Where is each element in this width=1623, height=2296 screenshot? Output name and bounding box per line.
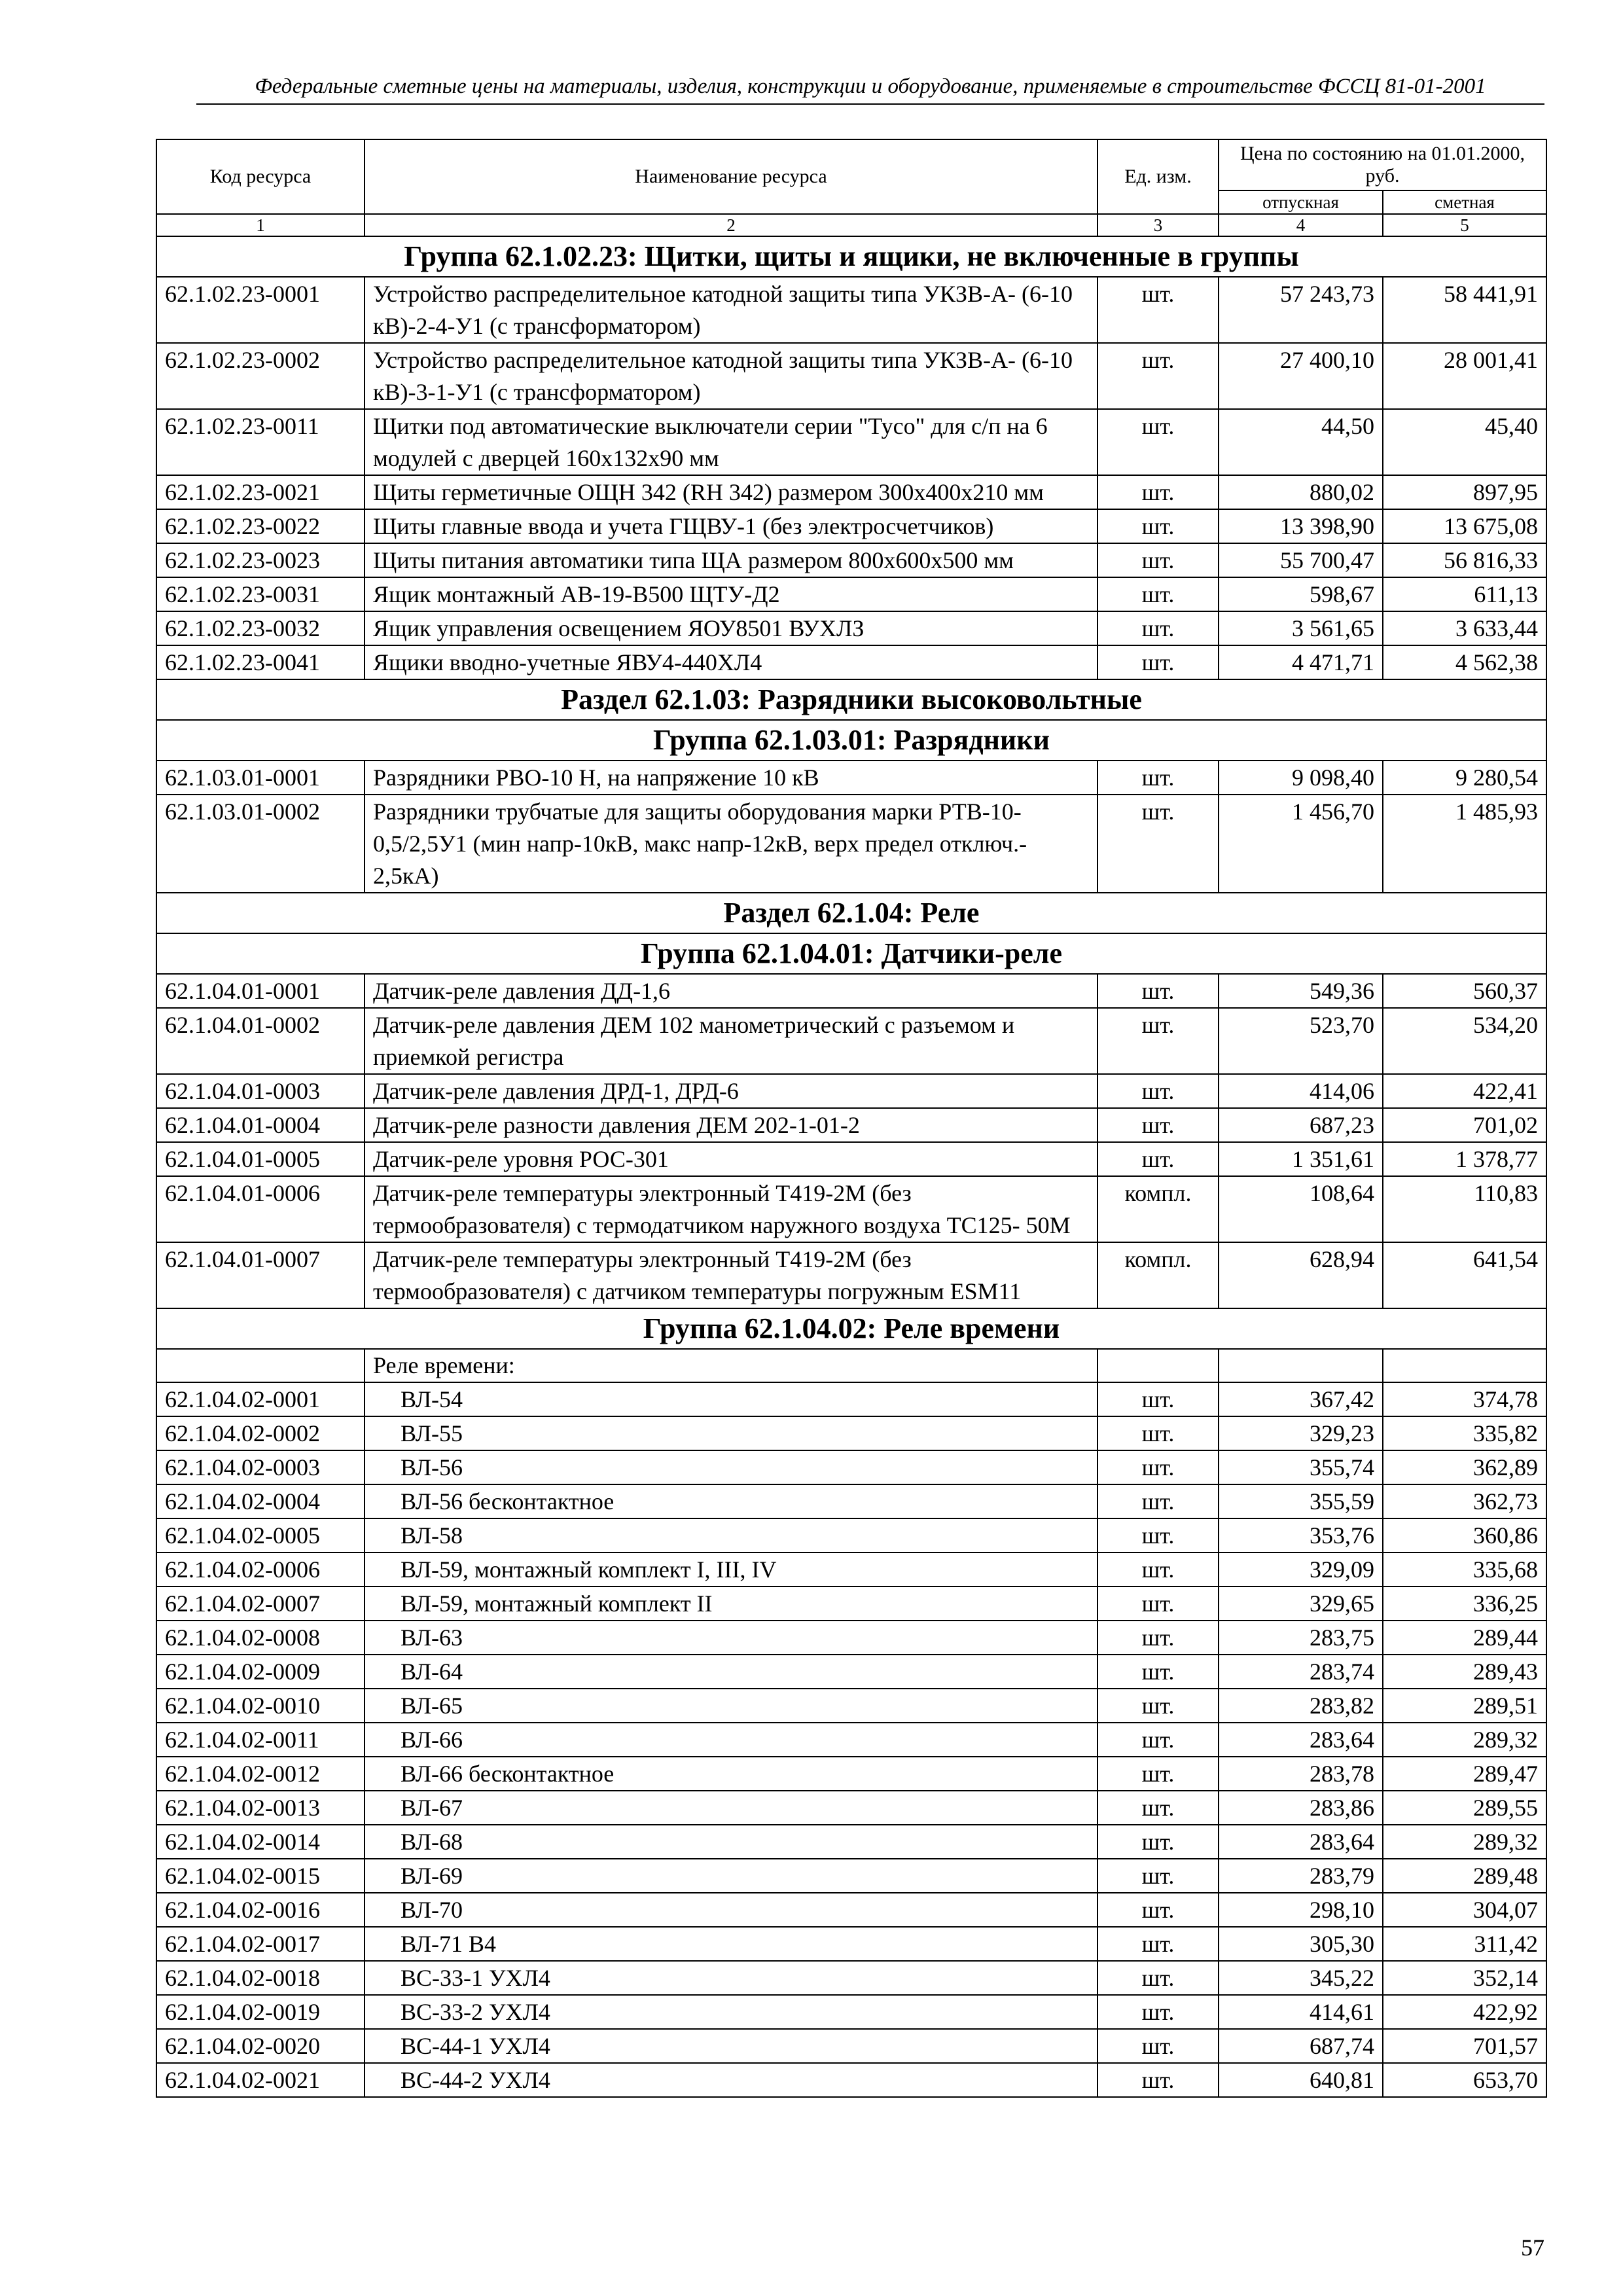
resource-name: ВС-33-1 УХЛ4: [365, 1961, 1097, 1995]
estimate-price: 362,73: [1383, 1484, 1546, 1518]
resource-name: Ящик монтажный АВ-19-В500 ЩТУ-Д2: [365, 577, 1097, 611]
table-row: [156, 1723, 1546, 1757]
header-rule: [196, 103, 1544, 105]
table-row: [156, 1621, 1546, 1655]
unit: шт.: [1097, 1450, 1219, 1484]
estimate-price: 611,13: [1383, 577, 1546, 611]
unit: шт.: [1097, 1008, 1219, 1074]
resource-code: 62.1.04.02-0016: [156, 1893, 365, 1927]
resource-code: 62.1.04.02-0010: [156, 1689, 365, 1723]
unit: шт.: [1097, 509, 1219, 543]
release-price: 9 098,40: [1219, 761, 1383, 795]
release-price: 523,70: [1219, 1008, 1383, 1074]
resource-code: 62.1.02.23-0022: [156, 509, 365, 543]
estimate-price: 3 633,44: [1383, 611, 1546, 645]
section-title: Раздел 62.1.03: Разрядники высоковольтные: [156, 679, 1546, 720]
unit: шт.: [1097, 1927, 1219, 1961]
release-price: 1 456,70: [1219, 795, 1383, 893]
release-price: 598,67: [1219, 577, 1383, 611]
resource-code: 62.1.02.23-0011: [156, 409, 365, 475]
running-header: Федеральные сметные цены на материалы, изделия, конструкции и оборудование, применяемые в строительстве ФССЦ 81-01-2001: [255, 75, 1486, 98]
resource-name: ВЛ-59, монтажный комплект II: [365, 1587, 1097, 1621]
unit: шт.: [1097, 1859, 1219, 1893]
table-row: [156, 1655, 1546, 1689]
release-price: 283,79: [1219, 1859, 1383, 1893]
unit: компл.: [1097, 1242, 1219, 1308]
estimate-price: 58 441,91: [1383, 277, 1546, 343]
unit: шт.: [1097, 1621, 1219, 1655]
resource-name: ВЛ-58: [365, 1518, 1097, 1552]
resource-code: 62.1.04.02-0003: [156, 1450, 365, 1484]
resource-name: ВЛ-71 В4: [365, 1927, 1097, 1961]
resource-code: 62.1.04.01-0005: [156, 1142, 365, 1176]
resource-code: 62.1.04.02-0009: [156, 1655, 365, 1689]
release-price: 283,64: [1219, 1825, 1383, 1859]
resource-code: 62.1.02.23-0002: [156, 343, 365, 409]
unit: шт.: [1097, 1791, 1219, 1825]
group-heading-row: [156, 1308, 1546, 1349]
section-title: Раздел 62.1.04: Реле: [156, 893, 1546, 933]
table-row: [156, 1176, 1546, 1242]
table-row: [156, 1242, 1546, 1308]
resource-name: ВЛ-56 бесконтактное: [365, 1484, 1097, 1518]
estimate-price: 289,44: [1383, 1621, 1546, 1655]
resource-name: Щиты главные ввода и учета ГЩВУ-1 (без электросчетчиков): [365, 509, 1097, 543]
resource-code: 62.1.04.02-0008: [156, 1621, 365, 1655]
resource-code: 62.1.04.01-0001: [156, 974, 365, 1008]
estimate-price: 653,70: [1383, 2063, 1546, 2097]
unit: шт.: [1097, 1893, 1219, 1927]
estimate-price: 28 001,41: [1383, 343, 1546, 409]
resource-name: Ящики вводно-учетные ЯВУ4-440ХЛ4: [365, 645, 1097, 679]
unit: шт.: [1097, 761, 1219, 795]
table-row: [156, 1484, 1546, 1518]
resource-code: 62.1.04.02-0020: [156, 2029, 365, 2063]
resource-name: ВЛ-56: [365, 1450, 1097, 1484]
unit: шт.: [1097, 543, 1219, 577]
release-price: 414,06: [1219, 1074, 1383, 1108]
resource-name: ВС-44-1 УХЛ4: [365, 2029, 1097, 2063]
resource-name: ВЛ-63: [365, 1621, 1097, 1655]
resource-name: Датчик-реле давления ДРД-1, ДРД-6: [365, 1074, 1097, 1108]
estimate-price-cell: [1383, 1349, 1546, 1382]
group-heading-row: [156, 720, 1546, 761]
release-price: 640,81: [1219, 2063, 1383, 2097]
resource-code: 62.1.02.23-0021: [156, 475, 365, 509]
resource-code: 62.1.04.01-0004: [156, 1108, 365, 1142]
unit: шт.: [1097, 1484, 1219, 1518]
resource-name: ВЛ-70: [365, 1893, 1097, 1927]
table-row: [156, 1416, 1546, 1450]
table-row: [156, 543, 1546, 577]
release-price: 880,02: [1219, 475, 1383, 509]
section-heading-row: [156, 679, 1546, 720]
resource-code: 62.1.03.01-0002: [156, 795, 365, 893]
unit: шт.: [1097, 1655, 1219, 1689]
release-price: 108,64: [1219, 1176, 1383, 1242]
table-row: [156, 1825, 1546, 1859]
table-row: [156, 277, 1546, 343]
table-row: [156, 343, 1546, 409]
table-row: [156, 1791, 1546, 1825]
column-number: 4: [1219, 214, 1383, 236]
estimate-price: 13 675,08: [1383, 509, 1546, 543]
table-row: [156, 1450, 1546, 1484]
unit: шт.: [1097, 1995, 1219, 2029]
price-table: [156, 139, 1547, 2098]
resource-name: Датчик-реле уровня РОС-301: [365, 1142, 1097, 1176]
estimate-price: 289,47: [1383, 1757, 1546, 1791]
release-price: 283,75: [1219, 1621, 1383, 1655]
subheading-row: [156, 1349, 1546, 1382]
unit: шт.: [1097, 1382, 1219, 1416]
estimate-price: 289,32: [1383, 1723, 1546, 1757]
release-price: 283,64: [1219, 1723, 1383, 1757]
resource-name: Датчик-реле разности давления ДЕМ 202-1-01-2: [365, 1108, 1097, 1142]
table-row: [156, 645, 1546, 679]
table-row: [156, 761, 1546, 795]
release-price: 687,23: [1219, 1108, 1383, 1142]
estimate-price: 360,86: [1383, 1518, 1546, 1552]
table-row: [156, 1927, 1546, 1961]
table-row: [156, 1757, 1546, 1791]
table-body: [156, 236, 1546, 2097]
estimate-price: 56 816,33: [1383, 543, 1546, 577]
resource-code: 62.1.04.01-0002: [156, 1008, 365, 1074]
table-row: [156, 509, 1546, 543]
release-price: 414,61: [1219, 1995, 1383, 2029]
release-price: 549,36: [1219, 974, 1383, 1008]
release-price: 283,82: [1219, 1689, 1383, 1723]
resource-name: ВЛ-55: [365, 1416, 1097, 1450]
release-price: 355,74: [1219, 1450, 1383, 1484]
estimate-price: 422,41: [1383, 1074, 1546, 1108]
resource-name: Щитки под автоматические выключатели серии "Тусо" для с/п на 6 модулей с дверцей 160x132x90 мм: [365, 409, 1097, 475]
resource-code: 62.1.04.02-0002: [156, 1416, 365, 1450]
resource-name: ВЛ-65: [365, 1689, 1097, 1723]
estimate-price: 534,20: [1383, 1008, 1546, 1074]
resource-name: ВЛ-54: [365, 1382, 1097, 1416]
resource-code: 62.1.04.02-0018: [156, 1961, 365, 1995]
group-heading-row: [156, 236, 1546, 277]
release-price: 329,65: [1219, 1587, 1383, 1621]
unit: шт.: [1097, 1074, 1219, 1108]
release-price: 3 561,65: [1219, 611, 1383, 645]
column-header-code: Код ресурса: [156, 139, 365, 214]
estimate-price: 641,54: [1383, 1242, 1546, 1308]
table-row: [156, 1587, 1546, 1621]
resource-code: 62.1.04.01-0007: [156, 1242, 365, 1308]
resource-code: 62.1.02.23-0032: [156, 611, 365, 645]
unit: шт.: [1097, 1689, 1219, 1723]
release-price: 4 471,71: [1219, 645, 1383, 679]
table-row: [156, 2029, 1546, 2063]
release-price: 628,94: [1219, 1242, 1383, 1308]
estimate-price: 304,07: [1383, 1893, 1546, 1927]
unit: шт.: [1097, 577, 1219, 611]
unit: шт.: [1097, 1757, 1219, 1791]
unit: шт.: [1097, 475, 1219, 509]
resource-code: 62.1.02.23-0041: [156, 645, 365, 679]
table-row: [156, 1108, 1546, 1142]
resource-code: 62.1.02.23-0031: [156, 577, 365, 611]
estimate-price: 289,55: [1383, 1791, 1546, 1825]
unit: шт.: [1097, 2029, 1219, 2063]
table-row: [156, 1382, 1546, 1416]
estimate-price: 374,78: [1383, 1382, 1546, 1416]
unit: компл.: [1097, 1176, 1219, 1242]
estimate-price: 289,32: [1383, 1825, 1546, 1859]
release-price: 13 398,90: [1219, 509, 1383, 543]
group-title: Группа 62.1.03.01: Разрядники: [156, 720, 1546, 761]
resource-name: ВЛ-68: [365, 1825, 1097, 1859]
column-header-release: отпускная: [1219, 190, 1383, 214]
unit: шт.: [1097, 1518, 1219, 1552]
unit: шт.: [1097, 2063, 1219, 2097]
resource-name: ВЛ-64: [365, 1655, 1097, 1689]
column-header-estimate: сметная: [1383, 190, 1546, 214]
table-row: [156, 1552, 1546, 1587]
table-row: [156, 2063, 1546, 2097]
unit: шт.: [1097, 1961, 1219, 1995]
resource-code: 62.1.04.02-0019: [156, 1995, 365, 2029]
resource-name: ВС-44-2 УХЛ4: [365, 2063, 1097, 2097]
table-row: [156, 1008, 1546, 1074]
resource-name: ВЛ-66: [365, 1723, 1097, 1757]
unit: шт.: [1097, 1108, 1219, 1142]
resource-name: Ящик управления освещением ЯОУ8501 ВУХЛЗ: [365, 611, 1097, 645]
resource-code: 62.1.04.02-0011: [156, 1723, 365, 1757]
table-row: [156, 1074, 1546, 1108]
estimate-price: 4 562,38: [1383, 645, 1546, 679]
resource-code: 62.1.02.23-0023: [156, 543, 365, 577]
resource-code: 62.1.04.02-0001: [156, 1382, 365, 1416]
release-price: 355,59: [1219, 1484, 1383, 1518]
unit: шт.: [1097, 1416, 1219, 1450]
group-title: Группа 62.1.02.23: Щитки, щиты и ящики, не включенные в группы: [156, 236, 1546, 277]
table-row: [156, 974, 1546, 1008]
resource-code: 62.1.04.02-0012: [156, 1757, 365, 1791]
estimate-price: 1 378,77: [1383, 1142, 1546, 1176]
release-price: 298,10: [1219, 1893, 1383, 1927]
resource-name: Датчик-реле температуры электронный Т419-2М (без термообразователя) с датчиком температуры погружным ESM11: [365, 1242, 1097, 1308]
table-row: [156, 1689, 1546, 1723]
release-price: 687,74: [1219, 2029, 1383, 2063]
resource-code: 62.1.02.23-0001: [156, 277, 365, 343]
estimate-price: 9 280,54: [1383, 761, 1546, 795]
column-number: 5: [1383, 214, 1546, 236]
table-row: [156, 611, 1546, 645]
estimate-price: 311,42: [1383, 1927, 1546, 1961]
estimate-price: 289,51: [1383, 1689, 1546, 1723]
resource-name: Щиты питания автоматики типа ЩА размером 800x600x500 мм: [365, 543, 1097, 577]
estimate-price: 422,92: [1383, 1995, 1546, 2029]
release-price: 283,86: [1219, 1791, 1383, 1825]
resource-name: ВЛ-67: [365, 1791, 1097, 1825]
estimate-price: 45,40: [1383, 409, 1546, 475]
resource-name: ВЛ-66 бесконтактное: [365, 1757, 1097, 1791]
table-row: [156, 1518, 1546, 1552]
unit: шт.: [1097, 1142, 1219, 1176]
estimate-price: 289,48: [1383, 1859, 1546, 1893]
unit: шт.: [1097, 343, 1219, 409]
estimate-price: 335,68: [1383, 1552, 1546, 1587]
column-header-price: Цена по состоянию на 01.01.2000, руб.: [1219, 139, 1546, 190]
resource-code: 62.1.04.02-0007: [156, 1587, 365, 1621]
estimate-price: 701,02: [1383, 1108, 1546, 1142]
release-price: 57 243,73: [1219, 277, 1383, 343]
unit: шт.: [1097, 795, 1219, 893]
column-number: 1: [156, 214, 365, 236]
unit: шт.: [1097, 1587, 1219, 1621]
group-heading-row: [156, 933, 1546, 974]
page-number: 57: [1521, 2234, 1544, 2261]
unit: шт.: [1097, 277, 1219, 343]
estimate-price: 336,25: [1383, 1587, 1546, 1621]
unit: шт.: [1097, 611, 1219, 645]
release-price: 367,42: [1219, 1382, 1383, 1416]
unit: шт.: [1097, 974, 1219, 1008]
estimate-price: 362,89: [1383, 1450, 1546, 1484]
estimate-price: 289,43: [1383, 1655, 1546, 1689]
unit-cell: [1097, 1349, 1219, 1382]
resource-code: 62.1.04.02-0006: [156, 1552, 365, 1587]
table-row: [156, 577, 1546, 611]
section-heading-row: [156, 893, 1546, 933]
resource-name: Разрядники РВО-10 Н, на напряжение 10 кВ: [365, 761, 1097, 795]
table-row: [156, 475, 1546, 509]
estimate-price: 897,95: [1383, 475, 1546, 509]
estimate-price: 701,57: [1383, 2029, 1546, 2063]
resource-name: Щиты герметичные ОЩН 342 (RH 342) размером 300x400x210 мм: [365, 475, 1097, 509]
table-row: [156, 1893, 1546, 1927]
column-number: 2: [365, 214, 1097, 236]
unit: шт.: [1097, 1552, 1219, 1587]
resource-code: 62.1.04.01-0006: [156, 1176, 365, 1242]
resource-code: 62.1.04.02-0021: [156, 2063, 365, 2097]
table-row: [156, 795, 1546, 893]
resource-code: 62.1.04.02-0005: [156, 1518, 365, 1552]
resource-code: 62.1.04.01-0003: [156, 1074, 365, 1108]
table-row: [156, 1859, 1546, 1893]
release-price: 345,22: [1219, 1961, 1383, 1995]
release-price: 329,09: [1219, 1552, 1383, 1587]
resource-name: Устройство распределительное катодной защиты типа УКЗВ-А- (6-10 кВ)-2-4-У1 (с трансформатором): [365, 277, 1097, 343]
resource-name: Датчик-реле давления ДД-1,6: [365, 974, 1097, 1008]
resource-code: 62.1.04.02-0017: [156, 1927, 365, 1961]
release-price: 305,30: [1219, 1927, 1383, 1961]
resource-name: Разрядники трубчатые для защиты оборудования марки РТВ-10- 0,5/2,5У1 (мин напр-10кВ, макс напр-12кВ, верх предел отключ.- 2,5кА): [365, 795, 1097, 893]
column-number: 3: [1097, 214, 1219, 236]
table-row: [156, 409, 1546, 475]
release-price-cell: [1219, 1349, 1383, 1382]
table-row: [156, 1142, 1546, 1176]
column-header-name: Наименование ресурса: [365, 139, 1097, 214]
group-title: Группа 62.1.04.02: Реле времени: [156, 1308, 1546, 1349]
estimate-price: 335,82: [1383, 1416, 1546, 1450]
resource-name: Датчик-реле температуры электронный Т419-2М (без термообразователя) с термодатчиком наружного воздуха ТС125- 50М: [365, 1176, 1097, 1242]
resource-name: Устройство распределительное катодной защиты типа УКЗВ-А- (6-10 кВ)-3-1-У1 (с трансформатором): [365, 343, 1097, 409]
code-cell: [156, 1349, 365, 1382]
resource-name: ВС-33-2 УХЛ4: [365, 1995, 1097, 2029]
release-price: 1 351,61: [1219, 1142, 1383, 1176]
resource-name: ВЛ-59, монтажный комплект I, III, IV: [365, 1552, 1097, 1587]
unit: шт.: [1097, 645, 1219, 679]
release-price: 55 700,47: [1219, 543, 1383, 577]
table-row: [156, 1961, 1546, 1995]
resource-code: 62.1.04.02-0013: [156, 1791, 365, 1825]
estimate-price: 352,14: [1383, 1961, 1546, 1995]
release-price: 353,76: [1219, 1518, 1383, 1552]
release-price: 283,74: [1219, 1655, 1383, 1689]
estimate-price: 1 485,93: [1383, 795, 1546, 893]
unit: шт.: [1097, 1825, 1219, 1859]
unit: шт.: [1097, 409, 1219, 475]
unit: шт.: [1097, 1723, 1219, 1757]
column-header-unit: Ед. изм.: [1097, 139, 1219, 214]
release-price: 44,50: [1219, 409, 1383, 475]
resource-code: 62.1.04.02-0015: [156, 1859, 365, 1893]
table-row: [156, 1995, 1546, 2029]
release-price: 27 400,10: [1219, 343, 1383, 409]
release-price: 283,78: [1219, 1757, 1383, 1791]
estimate-price: 560,37: [1383, 974, 1546, 1008]
resource-code: 62.1.04.02-0014: [156, 1825, 365, 1859]
estimate-price: 110,83: [1383, 1176, 1546, 1242]
resource-name: Датчик-реле давления ДЕМ 102 манометрический с разъемом и приемкой регистра: [365, 1008, 1097, 1074]
resource-name: ВЛ-69: [365, 1859, 1097, 1893]
release-price: 329,23: [1219, 1416, 1383, 1450]
resource-code: 62.1.04.02-0004: [156, 1484, 365, 1518]
subheading-label: Реле времени:: [365, 1349, 1097, 1382]
group-title: Группа 62.1.04.01: Датчики-реле: [156, 933, 1546, 974]
resource-code: 62.1.03.01-0001: [156, 761, 365, 795]
